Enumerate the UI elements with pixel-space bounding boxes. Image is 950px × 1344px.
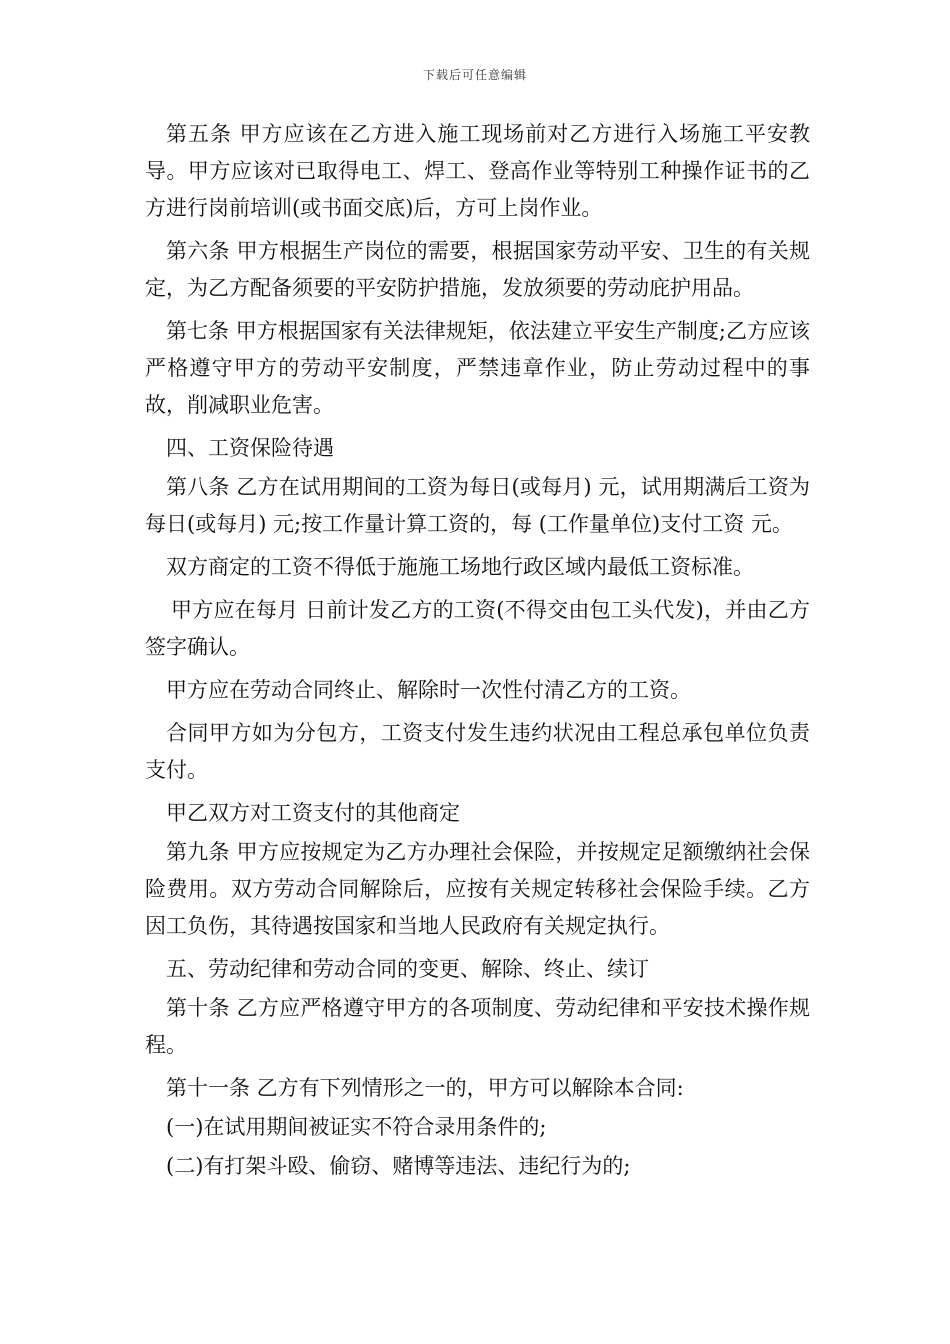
article-11: 第十一条 乙方有下列情形之一的，甲方可以解除本合同:: [166, 1076, 684, 1100]
wage-minimum-clause: 双方商定的工资不得低于施施工场地行政区域内最低工资标准。: [166, 555, 754, 579]
article-11-item-2: (二)有打架斗殴、偷窃、赌博等违法、违纪行为的;: [166, 1154, 631, 1178]
other-wage-agreement: 甲乙双方对工资支付的其他商定: [166, 801, 460, 825]
section-5-heading: 五、劳动纪律和劳动合同的变更、解除、终止、续订: [166, 957, 649, 981]
article-8: 第八条 乙方在试用期间的工资为每日(或每月) 元，试用期满后工资为每日(或每月) 元;按工作量计算工资的，每 (工作量单位)支付工资 元。: [145, 475, 810, 536]
article-7: 第七条 甲方根据国家有关法律规矩，依法建立平安生产制度;乙方应该严格遵守甲方的劳动平安制度，严禁违章作业，防止劳动过程中的事故，削减职业危害。: [145, 319, 810, 417]
article-10: 第十条 乙方应严格遵守甲方的各项制度、劳动纪律和平安技术操作规程。: [145, 996, 810, 1057]
section-4-heading: 四、工资保险待遇: [166, 436, 334, 460]
subcontract-wage-clause: 合同甲方如为分包方，工资支付发生违约状况由工程总承包单位负责支付。: [145, 721, 810, 782]
article-9: 第九条 甲方应按规定为乙方办理社会保险，并按规定足额缴纳社会保险费用。双方劳动合同解除后，应按有关规定转移社会保险手续。乙方因工负伤，其待遇按国家和当地人民政府有关规定执行。: [145, 840, 810, 938]
document-body: [145, 116, 810, 1187]
page-header: 下载后可任意编辑: [422, 68, 527, 82]
article-6: 第六条 甲方根据生产岗位的需要，根据国家劳动平安、卫生的有关规定，为乙方配备须要的平安防护措施，发放须要的劳动庇护用品。: [145, 239, 810, 300]
wage-settlement-clause: 甲方应在劳动合同终止、解除时一次性付清乙方的工资。: [166, 678, 691, 702]
article-11-item-1: (一)在试用期间被证实不符合录用条件的;: [166, 1115, 547, 1139]
wage-payment-date-clause: 甲方应在每月 日前计发乙方的工资(不得交由包工头代发)，并由乙方签字确认。: [145, 598, 810, 659]
article-5: 第五条 甲方应该在乙方进入施工现场前对乙方进行入场施工平安教导。甲方应该对已取得电工、焊工、登高作业等特别工种操作证书的乙方进行岗前培训(或书面交底)后，方可上岗作业。: [145, 122, 810, 220]
